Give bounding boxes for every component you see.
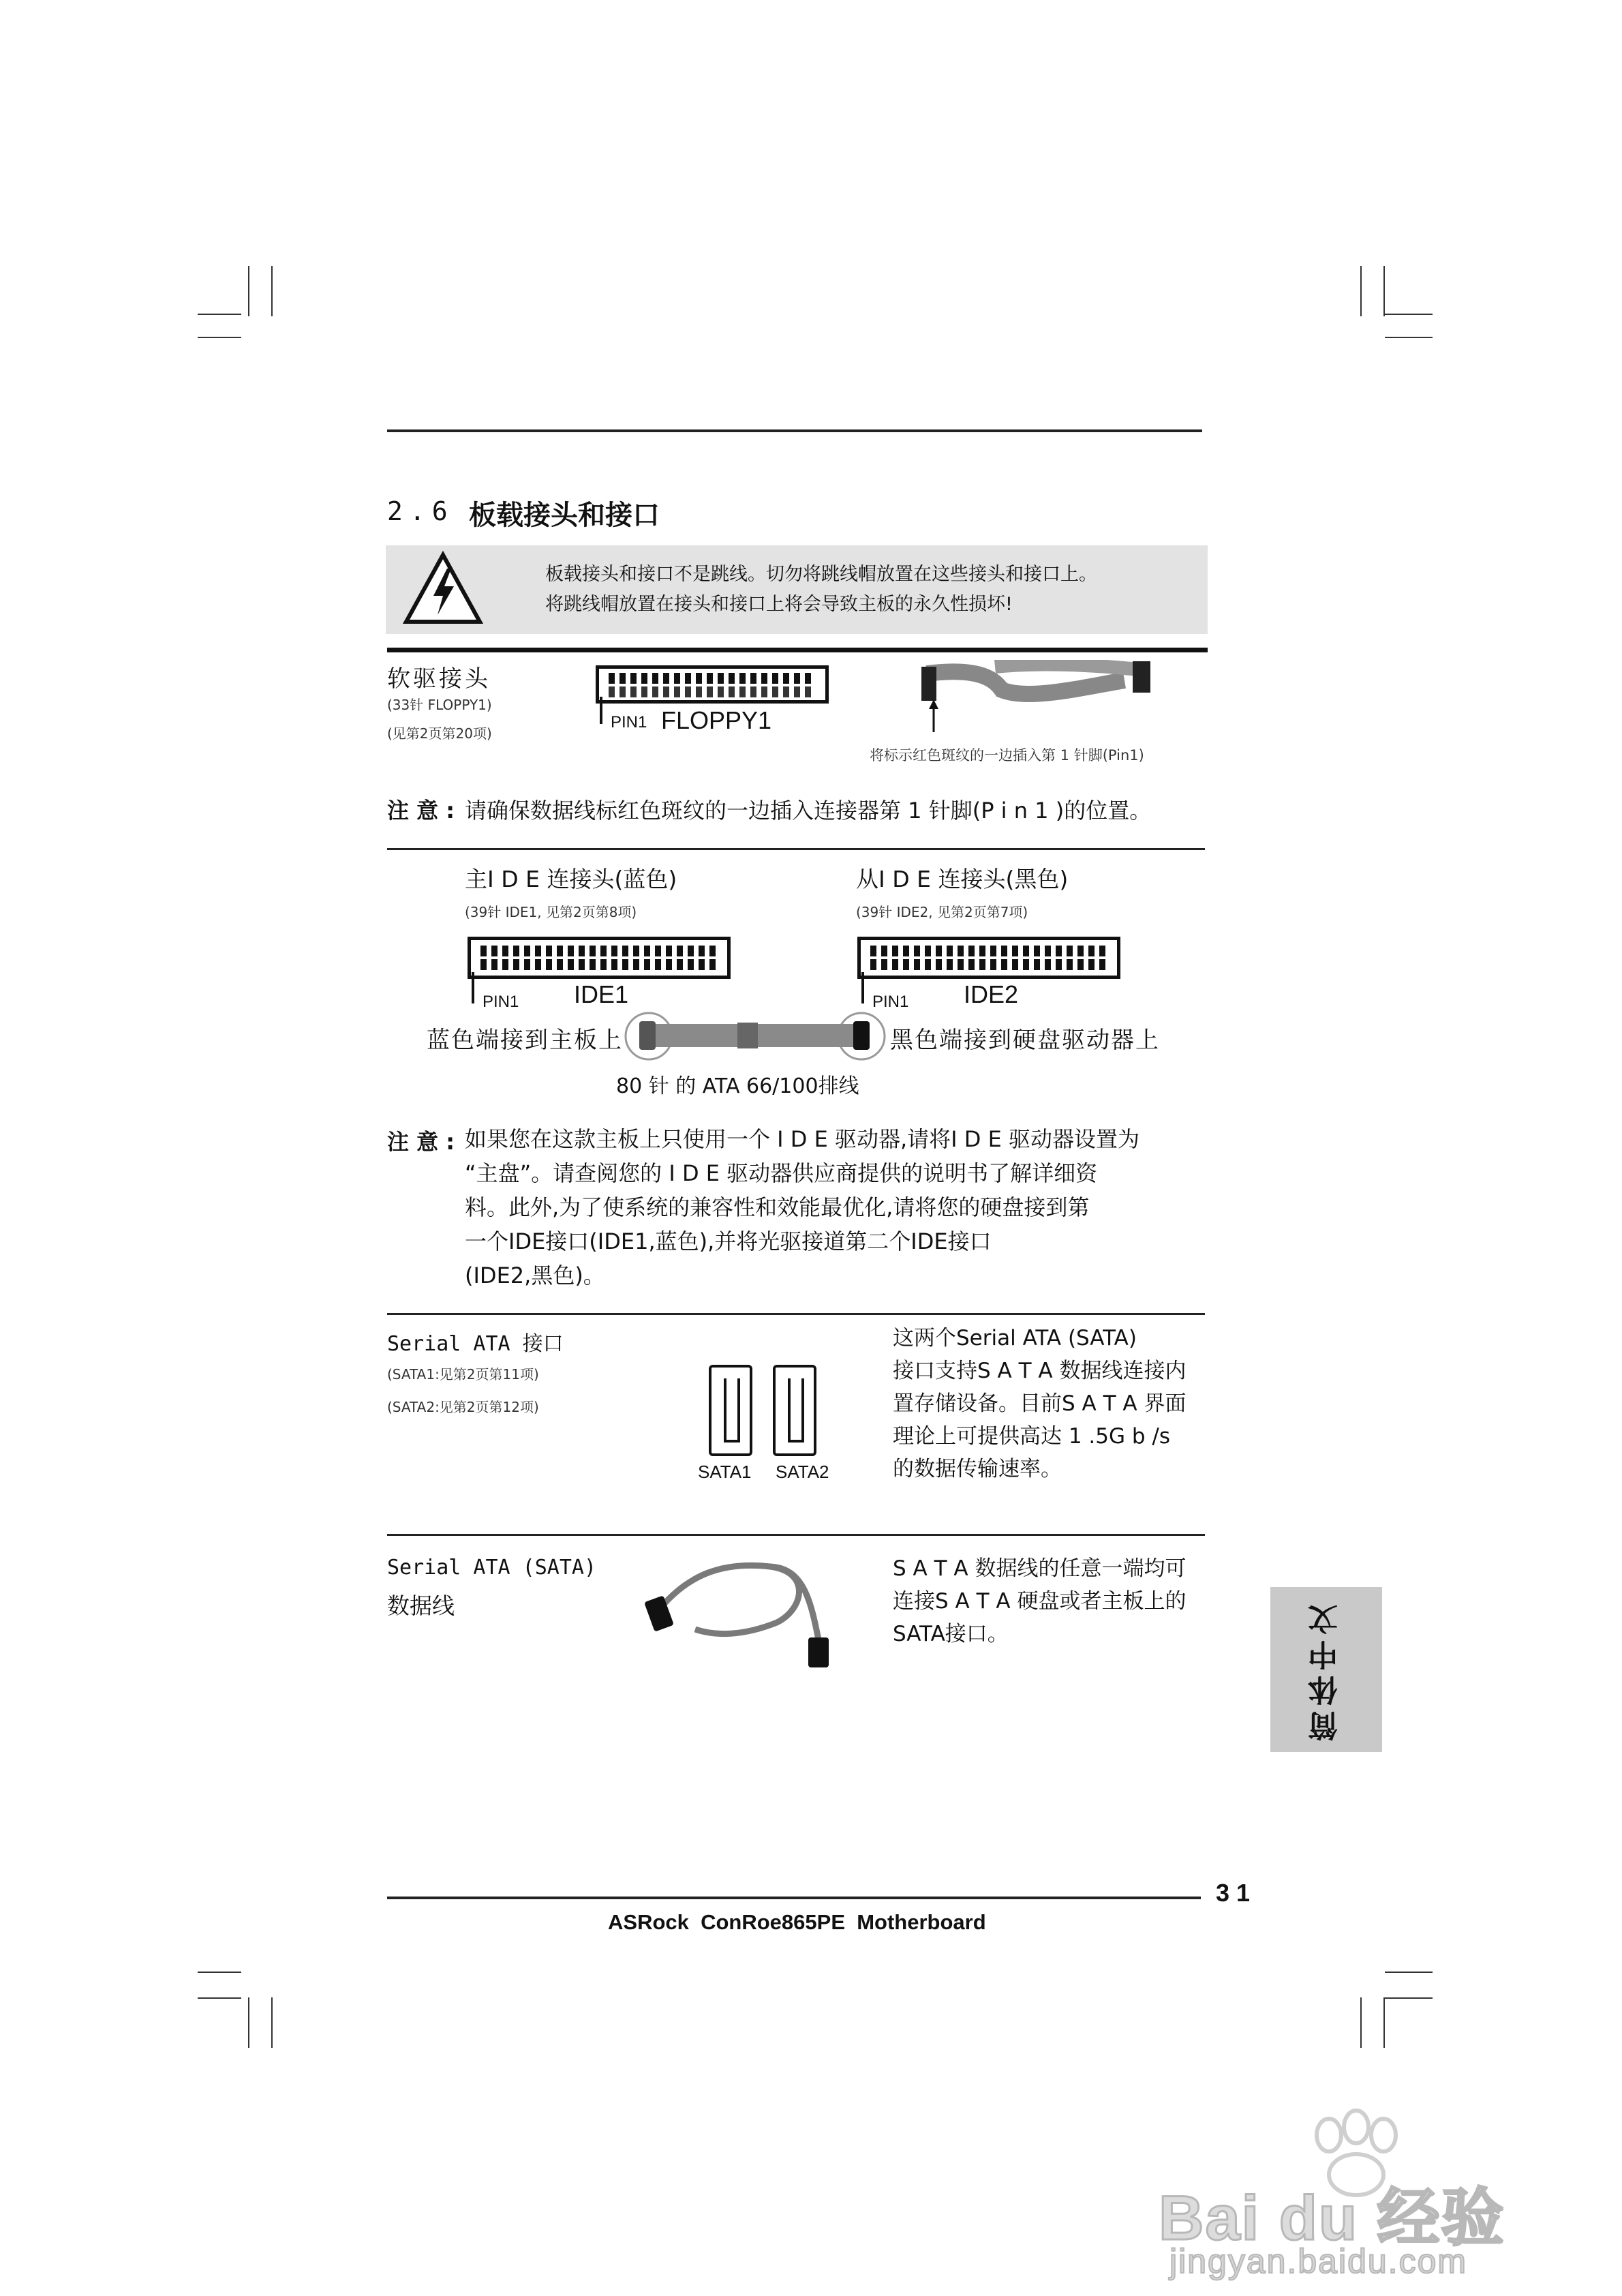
- section-rule: [387, 848, 1205, 850]
- sata-ref-1: (SATA1:见第2页第11项): [387, 1366, 539, 1383]
- crop-mark: [248, 1997, 249, 2048]
- section-rule: [387, 1313, 1205, 1315]
- floppy-ref: (见第2页第20项): [387, 725, 492, 742]
- section-title: 板载接头和接口: [469, 500, 660, 531]
- sata-cable-image: [641, 1547, 852, 1670]
- ide-secondary-title: 从I D E 连接头(黑色): [856, 866, 1069, 892]
- sata-title: Serial ATA 接口: [387, 1332, 564, 1356]
- ide-note-line: 料。此外,为了使系统的兼容性和效能最优化,请将您的硬盘接到第: [465, 1194, 1090, 1220]
- crop-mark: [1385, 314, 1433, 315]
- sata1-connector: [709, 1365, 752, 1456]
- ide2-connector: [857, 937, 1120, 979]
- crop-mark: [198, 1972, 241, 1973]
- ide-secondary-ref: (39针 IDE2, 见第2页第7项): [856, 904, 1028, 920]
- sata-ref-2: (SATA2:见第2页第12项): [387, 1399, 539, 1415]
- ide-primary-ref: (39针 IDE1, 见第2页第8项): [465, 904, 637, 920]
- footer-product: ASRock ConRoe865PE Motherboard: [608, 1910, 986, 1934]
- ide-primary-title: 主I D E 连接头(蓝色): [465, 866, 677, 892]
- sata-desc-line: 理论上可提供高达 1 .5G b /s: [893, 1424, 1171, 1449]
- ide-blue-end-label: 蓝色端接到主板上: [427, 1027, 623, 1054]
- ide-note-line: 如果您在这款主板上只使用一个 I D E 驱动器,请将I D E 驱动器设置为: [465, 1126, 1139, 1152]
- footer-rule: [387, 1897, 1201, 1899]
- crop-mark: [1385, 1972, 1433, 1973]
- crop-mark: [1360, 266, 1362, 316]
- floppy-cable-image: [920, 660, 1159, 735]
- sata2-connector: [773, 1365, 816, 1456]
- watermark-url: jingyan.baidu.com: [1169, 2242, 1468, 2280]
- crop-mark: [271, 1997, 273, 2048]
- crop-mark: [1385, 337, 1433, 338]
- floppy-connector-label: FLOPPY1: [661, 706, 772, 734]
- floppy-note-label: 注 意 :: [387, 798, 455, 824]
- ide-note-line: “主盘”。请查阅您的 I D E 驱动器供应商提供的说明书了解详细资: [465, 1160, 1098, 1186]
- section-number: 2.6: [387, 496, 455, 526]
- crop-mark: [1360, 1997, 1362, 2048]
- ide2-pin1-marker: [861, 972, 864, 1003]
- sata-cable-title-line-2: 数据线: [387, 1592, 455, 1619]
- floppy-cable-note: 将标示红色斑纹的一边插入第 1 针脚(Pin1): [870, 747, 1144, 764]
- sata-desc-line: 的数据传输速率。: [893, 1457, 1062, 1481]
- sata-cable-desc-line: SATA接口。: [893, 1622, 1009, 1646]
- sata-cable-desc-line: S A T A 数据线的任意一端均可: [893, 1556, 1187, 1581]
- crop-mark: [1385, 1997, 1433, 1999]
- section-rule: [387, 1534, 1205, 1536]
- sata-cable-title-line-1: Serial ATA (SATA): [387, 1556, 597, 1580]
- crop-mark: [248, 266, 249, 316]
- sata-cable-desc-line: 连接S A T A 硬盘或者主板上的: [893, 1589, 1187, 1614]
- warning-lightning-icon: [402, 551, 484, 627]
- crop-mark: [271, 266, 273, 316]
- crop-mark: [198, 1997, 241, 1999]
- sata2-label: SATA2: [776, 1462, 829, 1482]
- sata1-label: SATA1: [698, 1462, 752, 1482]
- ide-cable-image: [622, 1009, 889, 1063]
- header-rule: [387, 429, 1202, 432]
- ide-note-line: 一个IDE接口(IDE1,蓝色),并将光驱接道第二个IDE接口: [465, 1228, 992, 1254]
- ide1-label: IDE1: [574, 980, 629, 1008]
- floppy-pin1-label: PIN1: [611, 713, 647, 731]
- floppy-note-text: 请确保数据线标红色斑纹的一边插入连接器第 1 针脚(P i n 1 )的位置。: [465, 798, 1152, 824]
- ide2-pin1-label: PIN1: [872, 993, 909, 1011]
- crop-mark: [1383, 266, 1385, 316]
- sata-desc-line: 置存储设备。目前S A T A 界面: [893, 1391, 1187, 1416]
- watermark-brand: Bai du 经验: [1159, 2184, 1505, 2253]
- language-side-tab-label: 简体中文: [1309, 1599, 1343, 1741]
- ide1-pin1-marker: [472, 972, 474, 1003]
- section-rule: [387, 648, 1208, 652]
- sata-desc-line: 接口支持S A T A 数据线连接内: [893, 1359, 1187, 1383]
- crop-mark: [1383, 1997, 1385, 2048]
- ide-note-line: (IDE2,黑色)。: [465, 1263, 605, 1288]
- sata-desc-line: 这两个Serial ATA (SATA): [893, 1326, 1137, 1350]
- floppy-title: 软驱接头: [387, 665, 491, 693]
- ide1-connector: [468, 937, 731, 979]
- crop-mark: [198, 314, 241, 315]
- floppy-pin1-marker: [600, 697, 602, 724]
- floppy-pins: (33针 FLOPPY1): [387, 697, 492, 713]
- warning-line-2: 将跳线帽放置在接头和接口上将会导致主板的永久性损坏!: [545, 594, 1013, 615]
- ide-note-label: 注 意 :: [387, 1129, 455, 1155]
- ide2-label: IDE2: [964, 980, 1019, 1008]
- ide-cable-caption: 80 针 的 ATA 66/100排线: [616, 1074, 859, 1098]
- ide1-pin1-label: PIN1: [483, 993, 519, 1011]
- ide-black-end-label: 黑色端接到硬盘驱动器上: [890, 1027, 1160, 1054]
- floppy-connector: [596, 665, 829, 704]
- crop-mark: [198, 337, 241, 338]
- warning-line-1: 板载接头和接口不是跳线。切勿将跳线帽放置在这些接头和接口上。: [545, 564, 1097, 585]
- page-number: 31: [1216, 1879, 1257, 1907]
